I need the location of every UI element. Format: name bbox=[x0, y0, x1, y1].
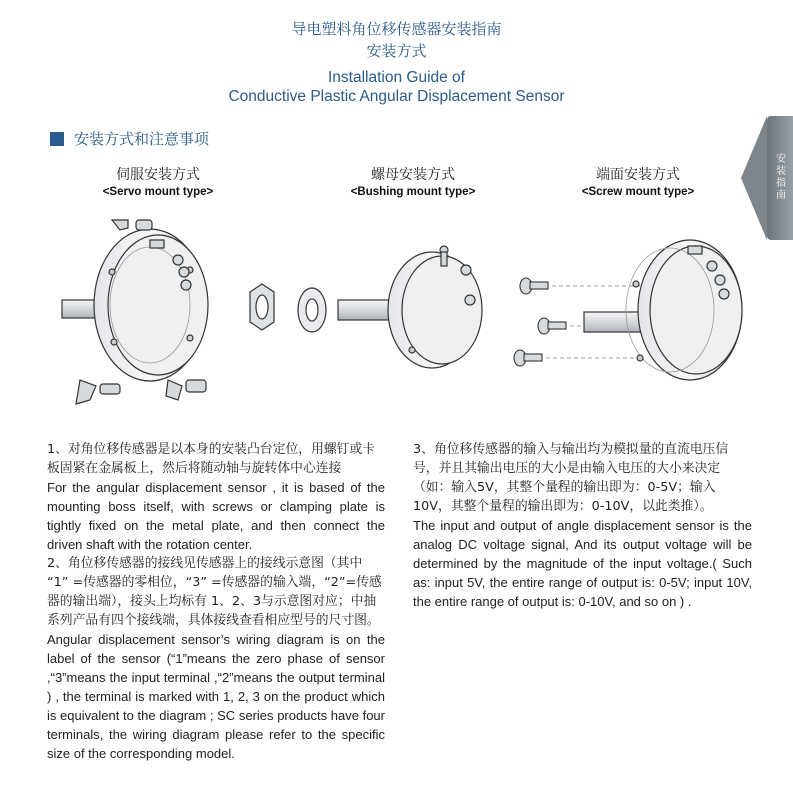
screw-mount-en: <Screw mount type> bbox=[581, 186, 695, 198]
section-heading bbox=[50, 128, 209, 149]
page-header bbox=[0, 18, 793, 106]
text-column-right bbox=[413, 440, 752, 611]
screw-mount-label bbox=[538, 166, 738, 200]
servo-mount-cn: 伺服安装方式 bbox=[116, 167, 200, 183]
servo-clamp-top bbox=[112, 220, 152, 230]
subtitle-cn: 安装方式 bbox=[366, 42, 427, 60]
para1-en: For the angular displacement sensor , it is based of the mounting boss itself, with screws or clamping plate is tightly fixed on the metal plate, and then connect the driven shaft with the rotation center. bbox=[47, 480, 385, 552]
servo-clamp-bottom bbox=[76, 380, 206, 404]
servo-mount-sensor bbox=[62, 220, 208, 404]
bushing-mount-en: <Bushing mount type> bbox=[350, 186, 476, 198]
servo-mount-label bbox=[58, 166, 258, 200]
text-column-left bbox=[47, 440, 385, 763]
para3-en: The input and output of angle displacement sensor is the analog DC voltage signal, And its output voltage will be determined by the magnitude of the input voltage.( Such as: input 5V, the entire range of output is: 0-5V; input 10V, the entire range of output is: 0-10V, and so on ) . bbox=[413, 518, 752, 609]
para2-en: Angular displacement sensor’s wiring diagram is on the label of the sensor (“1”means the zero phase of sensor ,“3”means the input terminal ,“2”means the output terminal ) , the terminal is marked with 1, 2, 3 on the product which is equivalent to the diagram ; SC series products have four terminals, the wiring diagram please refer to the specific size of the corresponding model. bbox=[47, 632, 385, 761]
servo-mount-en: <Servo mount type> bbox=[102, 186, 214, 198]
title-cn: 导电塑料角位移传感器安装指南 bbox=[291, 20, 502, 38]
nut-and-washer bbox=[250, 284, 326, 332]
bushing-mount-label bbox=[313, 166, 513, 200]
section-square-icon bbox=[50, 132, 64, 146]
para2-cn: 2、角位移传感器的接线见传感器上的接线示意图（其中 “1” =传感器的零相位，“3” =传感器的输入端，“2”=传感器的输出端），接头上均标有 1、2、3与示意图对应；中抽系列产品有四个接线端，具体接线查看相应型号的尺寸图。 bbox=[47, 556, 382, 628]
mount-screws bbox=[514, 278, 566, 366]
section-title: 安装方式和注意事项 bbox=[74, 130, 210, 148]
mounting-illustrations bbox=[0, 200, 793, 430]
title-en-line1: Installation Guide of bbox=[327, 69, 465, 86]
para1-cn: 1、对角位移传感器是以本身的安装凸台定位，用螺钉或卡板固紧在金属板上，然后将随动轴与旋转体中心连接 bbox=[47, 442, 376, 476]
bushing-mount-cn: 螺母安装方式 bbox=[371, 167, 455, 183]
side-tab-label: 安装指南 bbox=[776, 154, 786, 201]
para3-cn: 3、角位移传感器的输入与输出均为模拟量的直流电压信号，并且其输出电压的大小是由输入电压的大小来决定（如：输入5V，其整个量程的输出即为：0-5V；输入10V，其整个量程的输出即为：0-10V，以此类推）。 bbox=[413, 442, 729, 514]
title-en-line2: Conductive Plastic Angular Displacement Sensor bbox=[228, 88, 565, 105]
screw-mount-cn: 端面安装方式 bbox=[596, 167, 680, 183]
bushing-mount-sensor bbox=[338, 246, 482, 368]
screw-mount-sensor bbox=[584, 240, 742, 380]
